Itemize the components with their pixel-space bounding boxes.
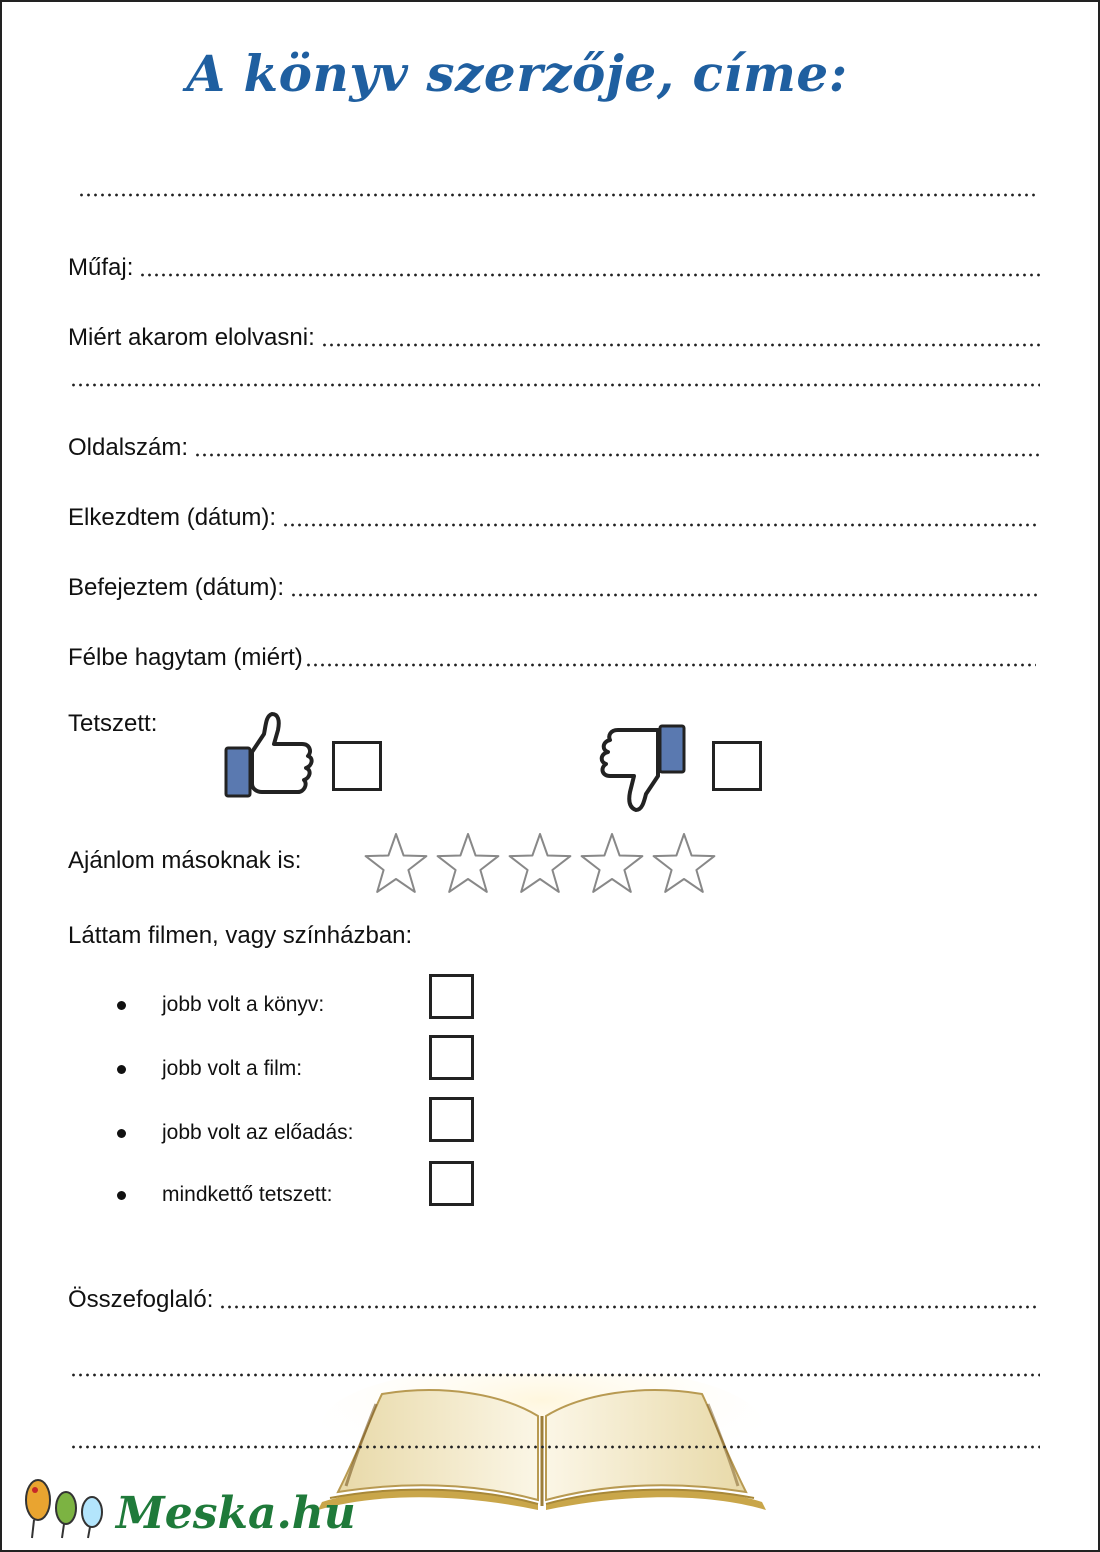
option-mindketto-label: mindkettő tetszett:: [162, 1183, 333, 1206]
answer-line[interactable]: [219, 1286, 1040, 1310]
field-osszefoglalo[interactable]: [68, 1280, 1040, 1314]
thumbs-down-icon: [594, 722, 692, 814]
field-befejeztem[interactable]: [68, 568, 1040, 602]
tetszett-yes-checkbox[interactable]: [332, 741, 382, 791]
birds-logo-icon: [20, 1472, 112, 1544]
option-film-label: jobb volt a film:: [162, 1057, 303, 1080]
option-konyv-checkbox[interactable]: [429, 974, 474, 1019]
rating-star-icon[interactable]: [506, 830, 574, 898]
miert-answer-line-2[interactable]: [70, 380, 1040, 388]
answer-line[interactable]: [321, 324, 1044, 348]
bullet: [117, 1191, 126, 1200]
answer-line[interactable]: [139, 254, 1040, 278]
page-title: A könyv szerzője, címe:: [186, 44, 848, 103]
title-answer-line[interactable]: [78, 190, 1036, 198]
field-mufaj[interactable]: [68, 248, 1040, 282]
bullet: [117, 1129, 126, 1138]
field-felbe-label: Félbe hagytam (miért): [68, 644, 303, 671]
field-oldalszam-label: Oldalszám:: [68, 434, 189, 461]
bullet: [117, 1065, 126, 1074]
field-mufaj-label: Műfaj:: [68, 254, 134, 281]
logo-text: Meska.hu: [116, 1488, 356, 1539]
option-eloadas-label: jobb volt az előadás:: [162, 1121, 354, 1144]
field-felbe[interactable]: [68, 638, 1036, 672]
tetszett-label: Tetszett:: [68, 710, 158, 737]
answer-line[interactable]: [290, 574, 1040, 598]
bullet: [117, 1001, 126, 1010]
field-elkezdtem[interactable]: [68, 498, 1040, 532]
rating-star-icon[interactable]: [362, 830, 430, 898]
answer-line[interactable]: [305, 644, 1036, 668]
tetszett-no-checkbox[interactable]: [712, 741, 762, 791]
field-elkezdtem-label: Elkezdtem (dátum):: [68, 504, 277, 531]
option-eloadas-checkbox[interactable]: [429, 1097, 474, 1142]
answer-line[interactable]: [282, 504, 1040, 528]
thumbs-up-icon: [222, 710, 316, 802]
answer-line[interactable]: [194, 434, 1040, 458]
field-oldalszam[interactable]: [68, 428, 1040, 462]
summary-answer-line-3[interactable]: [70, 1442, 1040, 1450]
rating-star-icon[interactable]: [578, 830, 646, 898]
field-miert[interactable]: [68, 318, 1044, 352]
option-film-checkbox[interactable]: [429, 1035, 474, 1080]
field-miert-label: Miért akarom elolvasni:: [68, 324, 315, 351]
rating-star-icon[interactable]: [434, 830, 502, 898]
option-konyv-label: jobb volt a könyv:: [162, 993, 325, 1016]
lattam-label: Láttam filmen, vagy színházban:: [68, 922, 413, 949]
option-mindketto-checkbox[interactable]: [429, 1161, 474, 1206]
ajanlom-label: Ajánlom másoknak is:: [68, 847, 302, 874]
summary-answer-line-2[interactable]: [70, 1370, 1040, 1378]
field-osszefoglalo-label: Összefoglaló:: [68, 1286, 214, 1313]
field-befejeztem-label: Befejeztem (dátum):: [68, 574, 285, 601]
rating-star-icon[interactable]: [650, 830, 718, 898]
